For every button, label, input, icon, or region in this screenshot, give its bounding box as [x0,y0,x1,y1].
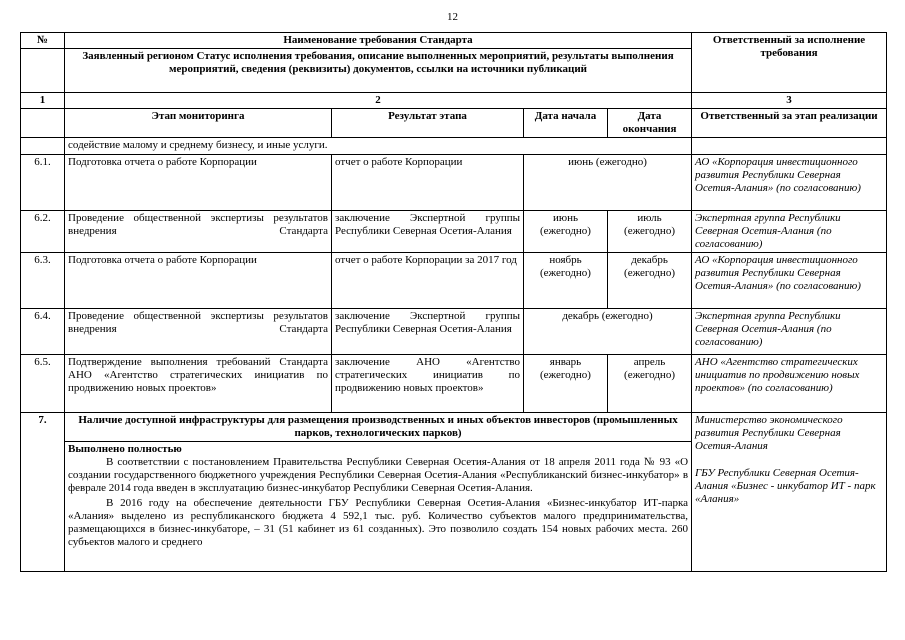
row-period: декабрь (ежегодно) [524,308,692,354]
header-requirement-name: Наименование требования Стандарта [65,33,692,49]
row-number: 6.5. [21,354,65,412]
continuation-text: содействие малому и среднему бизнесу, и иные услуги. [65,137,692,154]
section-7-responsible-ministry: Министерство экономического развития Республики Северная Осетия-Алания [695,413,843,452]
row-end-date: апрель (ежегодно) [608,354,692,412]
header-index-3: 3 [692,92,887,108]
header-status-description: Заявленный регионом Статус исполнения требования, описание выполненных мероприятий, результаты выполнения мероприятий, сведения (реквизиты) документов, ссылки на источники публикаций [65,48,692,92]
row-stage: Подготовка отчета о работе Корпорации [65,154,332,210]
row-stage: Проведение общественной экспертизы результатов внедрения Стандарта [65,308,332,354]
header-sub-empty [21,108,65,137]
row-result: отчет о работе Корпорации [332,154,524,210]
row-start-date: ноябрь (ежегодно) [524,252,608,308]
row-number: 6.4. [21,308,65,354]
section-7-title-row [21,412,887,441]
row-result: заключение Экспертной группы Республики Северная Осетия-Алания [332,308,524,354]
row-number: 6.2. [21,210,65,252]
section-7-status: Выполнено полностью [68,442,182,455]
page-number: 12 [447,11,458,23]
row-responsible: Экспертная группа Республики Северная Осетия-Алания (по согласованию) [692,210,887,252]
header-stage: Этап мониторинга [65,108,332,137]
header-start-date: Дата начала [524,108,608,137]
header-index-row [21,92,887,108]
header-index-2: 2 [65,92,692,108]
row-responsible: АО «Корпорация инвестиционного развития Республики Северная Осетия-Алания» (по согласованию) [692,154,887,210]
row-end-date: декабрь (ежегодно) [608,252,692,308]
section-7-responsible [692,412,887,571]
row-stage: Проведение общественной экспертизы результатов внедрения Стандарта [65,210,332,252]
row-stage: Подготовка отчета о работе Корпорации [65,252,332,308]
row-responsible: АО «Корпорация инвестиционного развития Республики Северная Осетия-Алания» (по согласованию) [692,252,887,308]
row-result: отчет о работе Корпорации за 2017 год [332,252,524,308]
table-row [21,354,887,412]
row-stage: Подтверждение выполнения требований Стандарта АНО «Агентство стратегических инициатив по продвижению новых проектов» [65,354,332,412]
header-sub-row [21,108,887,137]
row-start-date: июнь (ежегодно) [524,210,608,252]
header-result: Результат этапа [332,108,524,137]
table-row [21,252,887,308]
table-row [21,154,887,210]
header-num: № [21,33,65,49]
row-result: заключение АНО «Агентство стратегических инициатив по продвижению новых проектов» [332,354,524,412]
continuation-resp-empty [692,137,887,154]
row-responsible: АНО «Агентство стратегических инициатив по продвижению новых проектов» (по согласованию) [692,354,887,412]
header-end-date: Дата окончания [608,108,692,137]
continuation-num-empty [21,137,65,154]
row-responsible: Экспертная группа Республики Северная Осетия-Алания (по согласованию) [692,308,887,354]
row-period: июнь (ежегодно) [524,154,692,210]
header-responsible: Ответственный за исполнение требования [692,33,887,93]
row-result: заключение Экспертной группы Республики Северная Осетия-Алания [332,210,524,252]
section-7-responsible-incubator: ГБУ Республики Северная Осетия-Алания «Бизнес - инкубатор ИТ - парк «Алания» [695,466,876,505]
row-start-date: январь (ежегодно) [524,354,608,412]
row-number: 6.1. [21,154,65,210]
header-num-empty [21,48,65,92]
header-index-1: 1 [21,92,65,108]
row-end-date: июль (ежегодно) [608,210,692,252]
section-7-paragraph-2: В 2016 году на обеспечение деятельности ГБУ Республики Северная Осетия-Алания «Бизнес-инкубатор ИТ-парка «Алания» выделено из республиканского бюджета 4 592,1 тыс. руб. Количество субъектов малого предпринимательства, размещающихся в бизнес-инкубаторе, – 31 (51 кабинет из 61 созданных). Это позволило создать 154 новых рабочих места. 260 субъектов малого и среднего [68,496,689,548]
requirements-table [20,32,887,572]
section-7-paragraph-1: В соответствии с постановлением Правительства Республики Северная Осетия-Алания от 18 апреля 2011 года № 93 «О создании государственного бюджетного учреждения Республики Северная Осетия-Алания «Республиканский бизнес-инкубатор» в феврале 2014 года введен в эксплуатацию бизнес-инкубатор Республики Северная Осетия-Алания. [68,455,689,494]
header-stage-responsible: Ответственный за этап реализации [692,108,887,137]
header-row-1 [21,33,887,49]
table-row [21,308,887,354]
section-7-title: Наличие доступной инфраструктуры для размещения производственных и иных объектов инвесторов (промышленных парков, технологических парков) [65,412,692,441]
continuation-row [21,137,887,154]
table-row [21,210,887,252]
section-7-body [65,441,692,571]
row-number: 6.3. [21,252,65,308]
section-7-number: 7. [21,412,65,571]
